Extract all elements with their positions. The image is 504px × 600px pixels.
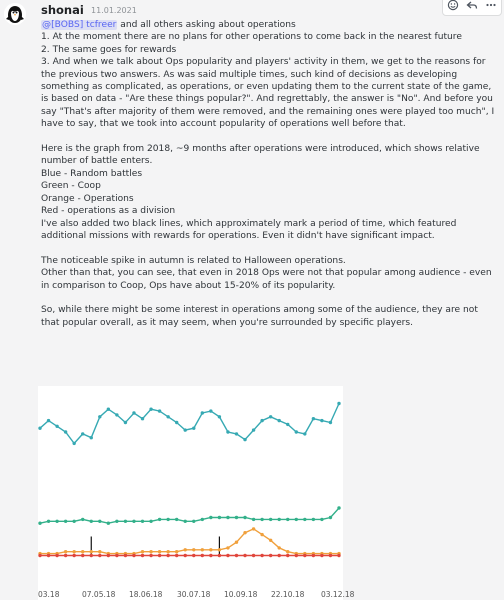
data-point-operations xyxy=(243,531,246,534)
data-point-operations-division xyxy=(209,554,212,557)
data-point-operations-division xyxy=(278,554,281,557)
x-tick-label: 07.05.18 xyxy=(82,590,116,599)
user-mention[interactable]: @[BOBS] tcfreer xyxy=(42,20,117,30)
data-point-coop xyxy=(218,516,221,519)
data-point-operations-division xyxy=(184,554,187,557)
data-point-coop xyxy=(260,518,263,521)
data-point-operations xyxy=(98,550,101,553)
message-paragraph-answers: 1. At the moment there are no plans for other operations to come back in the nearest future 2. The same goes for rewards 3. And when we talk about Ops popularity and players' activity in them, we get to the reasons for the previous two answers. As was said multiple times, such kind of decisions as developing something as complicated, as operations, or even updating them to the current state of the game, is based on data - "Are these things popular?". And regrettably, the answer is "No". And before you say "That's after majority of them were removed, and the remaining ones were played too much", I have to say, that we took into account popularity of operations well before that. xyxy=(41,32,495,130)
data-point-random-battles xyxy=(115,413,118,416)
data-point-operations xyxy=(81,550,84,553)
data-point-coop xyxy=(201,518,204,521)
data-point-random-battles xyxy=(312,417,315,420)
data-point-operations xyxy=(278,546,281,549)
data-point-coop xyxy=(158,518,161,521)
data-point-coop xyxy=(115,520,118,523)
data-point-coop xyxy=(312,518,315,521)
data-point-coop xyxy=(329,516,332,519)
data-point-coop xyxy=(149,520,152,523)
data-point-operations-division xyxy=(81,554,84,557)
data-point-operations xyxy=(158,550,161,553)
data-point-coop xyxy=(303,518,306,521)
data-point-random-battles xyxy=(201,411,204,414)
data-point-random-battles xyxy=(149,408,152,411)
data-point-operations xyxy=(252,527,255,530)
data-point-operations xyxy=(175,550,178,553)
x-tick-label: 18.06.18 xyxy=(129,590,163,599)
data-point-coop xyxy=(320,518,323,521)
x-tick-label: 03.18 xyxy=(38,590,60,599)
data-point-operations xyxy=(226,546,229,549)
data-point-random-battles xyxy=(260,419,263,422)
data-point-random-battles xyxy=(175,421,178,424)
data-point-random-battles xyxy=(303,432,306,435)
more-icon[interactable] xyxy=(485,0,497,11)
data-point-coop xyxy=(38,522,41,525)
data-point-operations-division xyxy=(132,554,135,557)
data-point-coop xyxy=(72,520,75,523)
data-point-coop xyxy=(64,520,67,523)
series-line-coop xyxy=(40,508,339,523)
message-paragraph-graph-intro: Here is the graph from 2018, ~9 months after operations were introduced, which shows relative number of battle enters. Blue - Random battles Green - Coop Orange - Operations Red - operations as a division I've also added two black lines, which approximately mark a period of time, which featured additional missions with rewards for operations. Even it didn't have significant impact. xyxy=(41,144,480,241)
data-point-operations-division xyxy=(252,554,255,557)
data-point-random-battles xyxy=(107,408,110,411)
data-point-operations-division xyxy=(337,554,340,557)
data-point-coop xyxy=(98,520,101,523)
data-point-random-battles xyxy=(184,428,187,431)
data-point-operations-division xyxy=(149,554,152,557)
data-point-random-battles xyxy=(286,423,289,426)
data-point-random-battles xyxy=(269,415,272,418)
data-point-random-battles xyxy=(64,430,67,433)
data-point-operations-division xyxy=(90,554,93,557)
data-point-operations-division xyxy=(303,554,306,557)
penguin-avatar-icon xyxy=(4,3,26,25)
data-point-operations xyxy=(64,550,67,553)
data-point-operations xyxy=(166,550,169,553)
data-point-operations xyxy=(72,550,75,553)
data-point-operations-division xyxy=(218,554,221,557)
data-point-random-battles xyxy=(278,419,281,422)
avatar[interactable] xyxy=(4,3,26,25)
message-timestamp: 11.01.2021 xyxy=(91,6,137,15)
data-point-coop xyxy=(235,516,238,519)
battle-enters-line-chart xyxy=(38,386,355,600)
data-point-operations xyxy=(260,533,263,536)
x-tick-label: 10.09.18 xyxy=(224,590,258,599)
series-line-random-battles xyxy=(40,404,339,444)
data-point-random-battles xyxy=(218,415,221,418)
data-point-random-battles xyxy=(329,421,332,424)
data-point-operations-division xyxy=(329,554,332,557)
data-point-coop xyxy=(47,520,50,523)
message-paragraph-spike: The noticeable spike in autumn is related to Halloween operations. Other than that, you can see, that even in 2018 Ops were not that popular among audience - even in comparison to Coop, Ops have about 15-20% of its popularity. xyxy=(41,255,492,291)
author-name[interactable]: shonai xyxy=(41,3,84,17)
data-point-random-battles xyxy=(55,425,58,428)
x-tick-label: 22.10.18 xyxy=(271,590,305,599)
data-point-random-battles xyxy=(226,430,229,433)
data-point-coop xyxy=(81,518,84,521)
data-point-coop xyxy=(141,520,144,523)
data-point-random-battles xyxy=(252,428,255,431)
data-point-random-battles xyxy=(132,411,135,414)
data-point-operations-division xyxy=(320,554,323,557)
data-point-coop xyxy=(252,518,255,521)
data-point-coop xyxy=(132,520,135,523)
data-point-operations-division xyxy=(192,554,195,557)
attached-chart-image[interactable] xyxy=(38,386,355,600)
data-point-random-battles xyxy=(47,419,50,422)
data-point-operations-division xyxy=(226,554,229,557)
message-paragraph-conclusion: So, while there might be some interest in operations among some of the audience, they are not that popular overall, as it may seem, when you're surrounded by specific players. xyxy=(41,305,481,328)
data-point-operations-division xyxy=(175,554,178,557)
add-reaction-icon[interactable] xyxy=(447,0,459,11)
data-point-operations xyxy=(192,548,195,551)
data-point-random-battles xyxy=(243,438,246,441)
data-point-operations-division xyxy=(141,554,144,557)
data-point-operations-division xyxy=(269,554,272,557)
message-intro: and all others asking about operations xyxy=(117,20,296,30)
data-point-coop xyxy=(337,506,340,509)
data-point-operations xyxy=(286,550,289,553)
x-tick-label: 30.07.18 xyxy=(177,590,211,599)
data-point-coop xyxy=(286,518,289,521)
data-point-random-battles xyxy=(72,442,75,445)
reply-icon[interactable] xyxy=(466,0,478,11)
data-point-operations-division xyxy=(115,554,118,557)
data-point-operations-division xyxy=(201,554,204,557)
data-point-operations-division xyxy=(312,554,315,557)
data-point-random-battles xyxy=(81,432,84,435)
data-point-random-battles xyxy=(158,409,161,412)
data-point-coop xyxy=(55,520,58,523)
data-point-random-battles xyxy=(38,427,41,430)
data-point-coop xyxy=(226,516,229,519)
data-point-operations-division xyxy=(243,554,246,557)
data-point-operations-division xyxy=(124,554,127,557)
data-point-operations xyxy=(209,548,212,551)
data-point-random-battles xyxy=(235,432,238,435)
data-point-operations xyxy=(90,550,93,553)
data-point-operations xyxy=(141,550,144,553)
data-point-coop xyxy=(175,518,178,521)
data-point-coop xyxy=(166,518,169,521)
data-point-operations-division xyxy=(107,554,110,557)
series-line-operations xyxy=(40,529,339,554)
data-point-random-battles xyxy=(166,415,169,418)
x-tick-label: 03.12.18 xyxy=(321,590,355,599)
data-point-operations xyxy=(235,541,238,544)
message-content xyxy=(41,19,497,329)
data-point-random-battles xyxy=(141,417,144,420)
data-point-coop xyxy=(269,518,272,521)
data-point-coop xyxy=(295,518,298,521)
data-point-coop xyxy=(278,518,281,521)
data-point-operations xyxy=(218,548,221,551)
data-point-random-battles xyxy=(192,427,195,430)
data-point-operations-division xyxy=(295,554,298,557)
data-point-coop xyxy=(107,522,110,525)
data-point-operations-division xyxy=(166,554,169,557)
data-point-random-battles xyxy=(295,430,298,433)
data-point-operations-division xyxy=(235,554,238,557)
data-point-operations xyxy=(184,548,187,551)
data-point-coop xyxy=(192,520,195,523)
data-point-random-battles xyxy=(98,415,101,418)
data-point-operations-division xyxy=(38,554,41,557)
data-point-random-battles xyxy=(337,402,340,405)
data-point-random-battles xyxy=(320,419,323,422)
data-point-coop xyxy=(90,520,93,523)
data-point-coop xyxy=(209,516,212,519)
data-point-operations-division xyxy=(98,554,101,557)
data-point-operations-division xyxy=(55,554,58,557)
data-point-coop xyxy=(184,520,187,523)
data-point-operations-division xyxy=(260,554,263,557)
data-point-operations xyxy=(269,539,272,542)
data-point-random-battles xyxy=(90,436,93,439)
data-point-operations-division xyxy=(158,554,161,557)
data-point-operations-division xyxy=(47,554,50,557)
data-point-operations xyxy=(201,548,204,551)
data-point-operations-division xyxy=(72,554,75,557)
data-point-random-battles xyxy=(209,409,212,412)
data-point-operations-division xyxy=(64,554,67,557)
message-toolbar xyxy=(442,0,502,16)
data-point-operations-division xyxy=(286,554,289,557)
data-point-coop xyxy=(243,516,246,519)
data-point-coop xyxy=(124,520,127,523)
data-point-operations xyxy=(149,550,152,553)
data-point-random-battles xyxy=(124,421,127,424)
